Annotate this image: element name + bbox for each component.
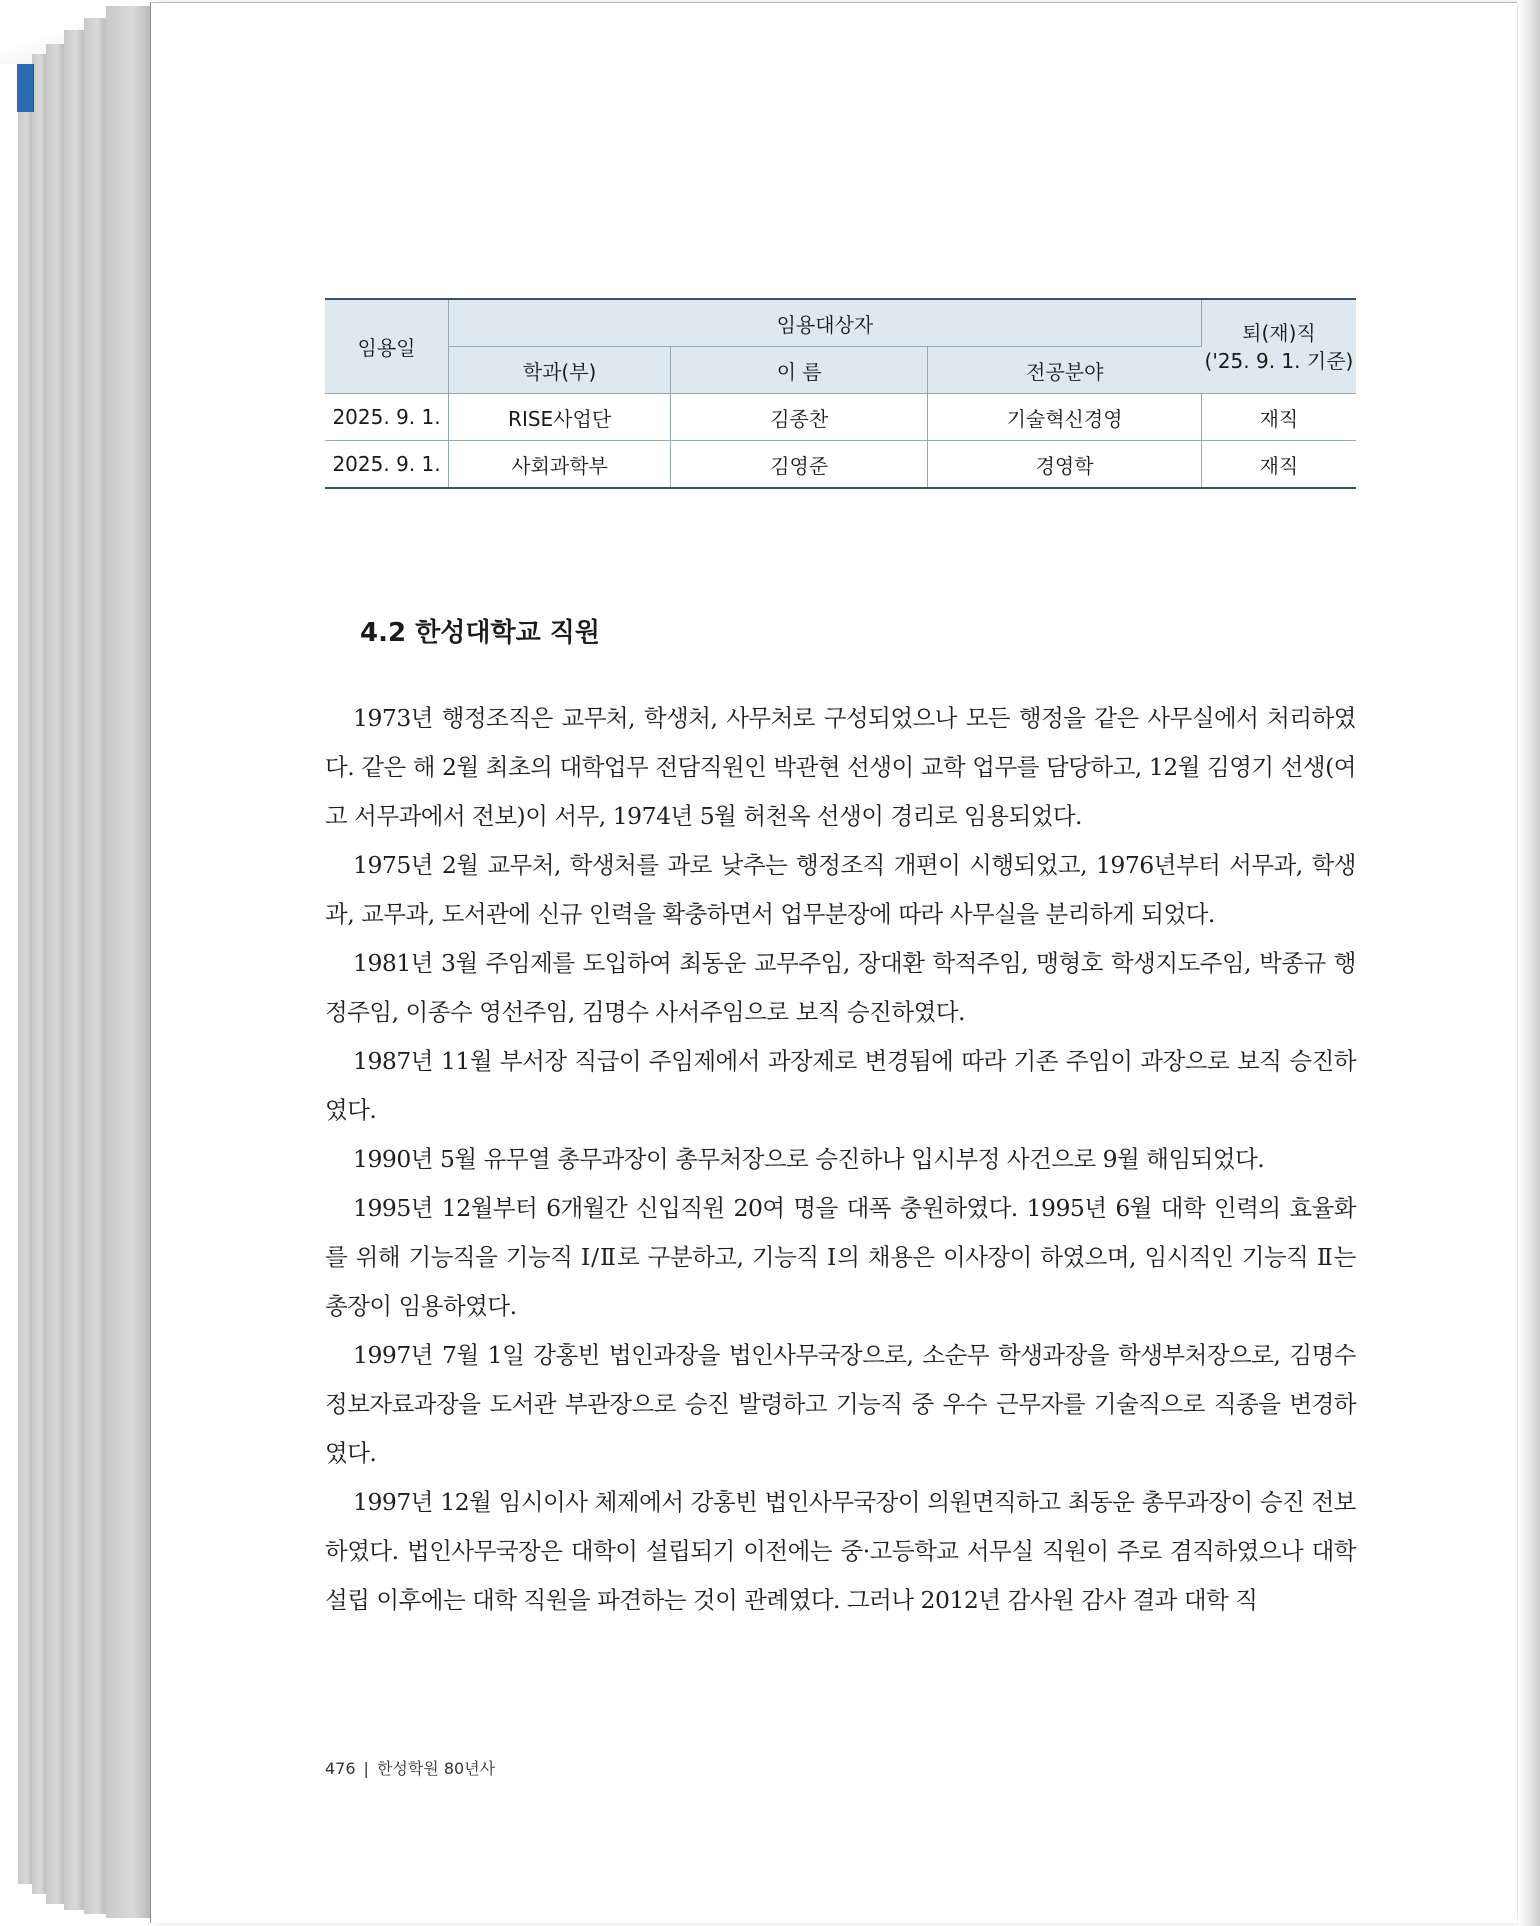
- table-row: [325, 441, 1356, 489]
- cell-field: 기술혁신경영: [928, 394, 1202, 441]
- page-edge: [18, 64, 33, 1884]
- cell-dept: RISE사업단: [449, 394, 671, 441]
- paragraph: 1997년 7월 1일 강홍빈 법인과장을 법인사무국장으로, 소순무 학생과장을 학생부처장으로, 김명수 정보자료과장을 도서관 부관장으로 승진 발령하고 기능직 중 우수 근무자를 기술직으로 직종을 변경하였다.: [325, 1341, 1356, 1467]
- page-edge: [106, 6, 151, 1918]
- header-status-line2: ('25. 9. 1. 기준): [1204, 348, 1354, 373]
- page-edge: [64, 30, 85, 1910]
- page-stack-edges: [0, 0, 152, 1926]
- page-edge: [84, 18, 107, 1914]
- cell-date: 2025. 9. 1.: [325, 394, 449, 441]
- paragraph: 1990년 5월 유무열 총무과장이 총무처장으로 승진하나 입시부정 사건으로 9월 해임되었다.: [353, 1145, 1265, 1173]
- header-status: [1201, 299, 1356, 394]
- header-field: 전공분야: [928, 347, 1202, 394]
- page-edge: [32, 54, 47, 1894]
- page-index-tab: [17, 64, 34, 112]
- appointment-table: [325, 298, 1356, 489]
- footer-separator: |: [363, 1759, 369, 1778]
- paragraph: 1975년 2월 교무처, 학생처를 과로 낮추는 행정조직 개편이 시행되었고, 1976년부터 서무과, 학생과, 교무과, 도서관에 신규 인력을 확충하면서 업무분장에 따라 사무실을 분리하게 되었다.: [325, 851, 1356, 928]
- paragraph: 1997년 12월 임시이사 체제에서 강홍빈 법인사무국장이 의원면직하고 최동운 총무과장이 승진 전보하였다. 법인사무국장은 대학이 설립되기 이전에는 중·고등학교 서무실 직원이 주로 겸직하였으나 대학 설립 이후에는 대학 직원을 파견하는 것이 관례였다. 그러나 2012년 감사원 감사 결과 대학 직: [325, 1488, 1356, 1614]
- header-date: 임용일: [325, 299, 449, 394]
- body-text: [325, 694, 1356, 1625]
- cell-dept: 사회과학부: [449, 441, 671, 489]
- page-edge: [46, 44, 65, 1904]
- header-status-line1: 퇴(재)직: [1242, 320, 1316, 345]
- cell-status: 재직: [1259, 453, 1299, 478]
- table-subheader-row: [325, 347, 1356, 394]
- cell-name: 김종찬: [671, 394, 928, 441]
- section-title: 4.2 한성대학교 직원: [360, 618, 600, 648]
- table-header-row: [325, 299, 1356, 347]
- paragraph: 1981년 3월 주임제를 도입하여 최동운 교무주임, 장대환 학적주임, 맹형호 학생지도주임, 박종규 행정주임, 이종수 영선주임, 김명수 사서주임으로 보직 승진하였다.: [325, 949, 1356, 1026]
- paragraph: 1987년 11월 부서장 직급이 주임제에서 과장제로 변경됨에 따라 기존 주임이 과장으로 보직 승진하였다.: [325, 1047, 1356, 1124]
- cell-field: 경영학: [928, 441, 1202, 489]
- header-name: 이 름: [671, 347, 928, 394]
- header-dept: 학과(부): [449, 347, 671, 394]
- header-target-group: 임용대상자: [449, 299, 1202, 347]
- page-footer: [325, 1756, 495, 1779]
- cell-status: 재직: [1201, 394, 1356, 441]
- cell-date: 2025. 9. 1.: [325, 441, 449, 489]
- book-title: 한성학원 80년사: [376, 1759, 496, 1778]
- paragraph: 1973년 행정조직은 교무처, 학생처, 사무처로 구성되었으나 모든 행정을 같은 사무실에서 처리하였다. 같은 해 2월 최초의 대학업무 전담직원인 박관현 선생이 교학 업무를 담당하고, 12월 김영기 선생(여고 서무과에서 전보)이 서무, 1974년 5월 허천옥 선생이 경리로 임용되었다.: [325, 704, 1356, 830]
- paragraph: 1995년 12월부터 6개월간 신입직원 20여 명을 대폭 충원하였다. 1995년 6월 대학 인력의 효율화를 위해 기능직을 기능직 Ⅰ/Ⅱ로 구분하고, 기능직 Ⅰ의 채용은 이사장이 하였으며, 임시직인 기능직 Ⅱ는 총장이 임용하였다.: [325, 1194, 1356, 1320]
- table-row: [325, 394, 1356, 441]
- page-number: 476: [325, 1759, 356, 1778]
- cell-name: 김영준: [671, 441, 928, 489]
- page-right-shadow: [1518, 0, 1540, 1926]
